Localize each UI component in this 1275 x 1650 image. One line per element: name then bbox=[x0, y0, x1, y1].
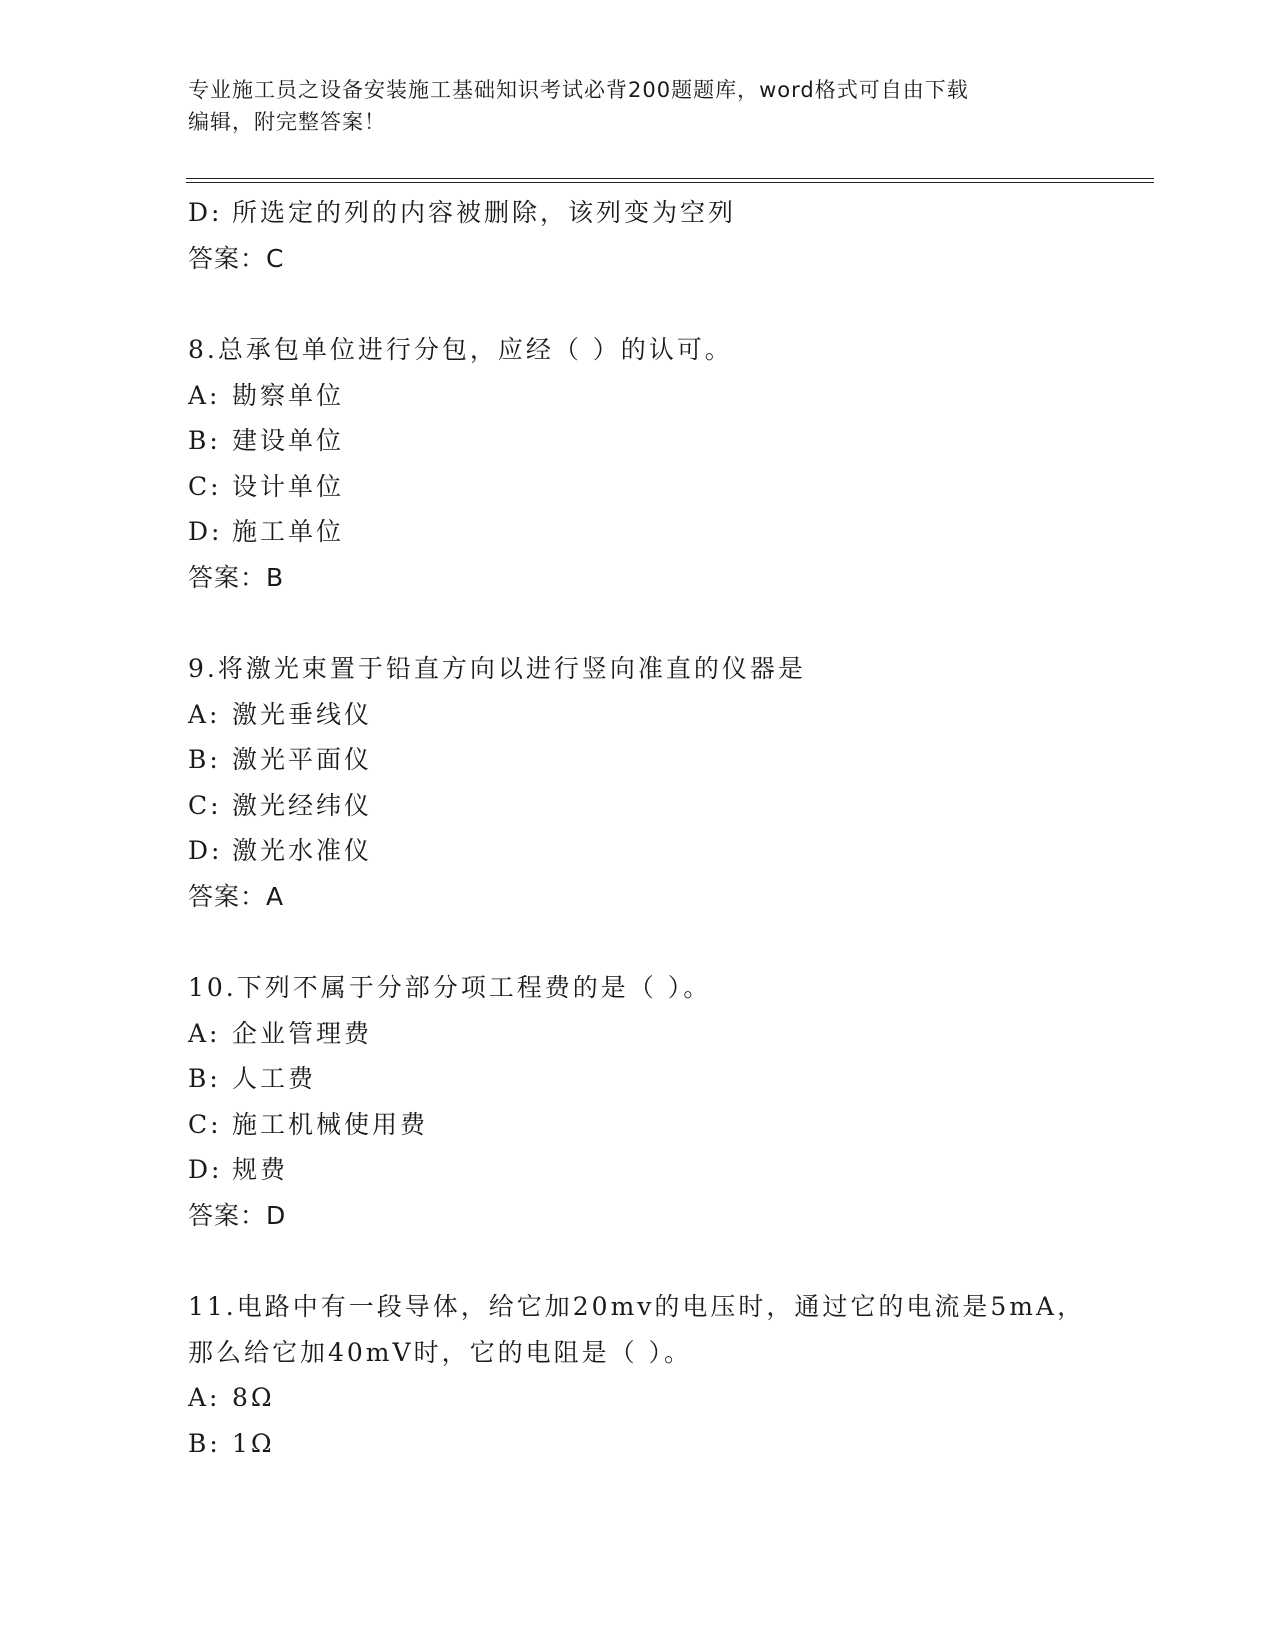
option-label: A: bbox=[188, 380, 221, 410]
option-text: 施工机械使用费 bbox=[232, 1109, 429, 1139]
option-text: 人工费 bbox=[232, 1064, 317, 1093]
option-text: 激光经纬仪 bbox=[232, 790, 373, 820]
option-text: 建设单位 bbox=[232, 426, 345, 455]
question-stem: 9.将激光束置于铅直方向以进行竖向准直的仪器是 bbox=[188, 654, 806, 683]
option-a bbox=[188, 1375, 1088, 1421]
option-label: D: bbox=[188, 517, 223, 546]
option-label: D: bbox=[188, 198, 223, 227]
option-label: A: bbox=[188, 1383, 221, 1412]
option-a bbox=[188, 373, 1088, 419]
option-a bbox=[188, 692, 1088, 738]
question-block bbox=[188, 646, 1088, 919]
spacer bbox=[188, 1238, 1088, 1284]
answer-line: 答案：C bbox=[188, 243, 285, 273]
answer-line: 答案：D bbox=[188, 1200, 287, 1230]
option-b bbox=[188, 418, 1088, 464]
header-divider-top bbox=[186, 178, 1154, 179]
option-label: D: bbox=[188, 836, 223, 865]
question-stem-line-1: 11.电路中有一段导体，给它加20mv的电压时，通过它的电流是5mA， bbox=[188, 1292, 1086, 1321]
answer-line: 答案：B bbox=[188, 562, 285, 592]
question-block bbox=[188, 965, 1088, 1238]
option-a bbox=[188, 1011, 1088, 1057]
document-body bbox=[188, 190, 1088, 1466]
header-line-1: 专业施工员之设备安装施工基础知识考试必背200题题库，word格式可自由下载 bbox=[188, 78, 969, 102]
option-text: 1Ω bbox=[232, 1428, 275, 1458]
option-c bbox=[188, 1102, 1088, 1148]
option-label: A: bbox=[188, 699, 221, 729]
option-b bbox=[188, 737, 1088, 783]
document-header bbox=[188, 74, 1088, 138]
option-label: B: bbox=[188, 1428, 221, 1458]
option-label: C: bbox=[188, 471, 222, 501]
option-label: C: bbox=[188, 790, 222, 820]
option-label: B: bbox=[188, 426, 221, 455]
question-stem: 10.下列不属于分部分项工程费的是（ ）。 bbox=[188, 973, 712, 1002]
option-text: 激光平面仪 bbox=[232, 745, 373, 774]
option-label: D: bbox=[188, 1155, 223, 1184]
option-text: 8Ω bbox=[232, 1383, 275, 1412]
question-block bbox=[188, 327, 1088, 600]
option-d bbox=[188, 828, 1088, 874]
question-block bbox=[188, 1284, 1088, 1466]
option-text: 施工单位 bbox=[232, 517, 345, 546]
header-line-2: 编辑，附完整答案！ bbox=[188, 110, 386, 134]
option-c bbox=[188, 783, 1088, 829]
option-label: C: bbox=[188, 1109, 222, 1139]
option-label: A: bbox=[188, 1018, 221, 1048]
option-d bbox=[188, 509, 1088, 555]
option-text: 勘察单位 bbox=[232, 380, 345, 410]
spacer bbox=[188, 919, 1088, 965]
option-text: 设计单位 bbox=[232, 471, 345, 501]
option-text: 激光垂线仪 bbox=[232, 699, 373, 729]
question-stem-line-2: 那么给它加40mV时，它的电阻是（ ）。 bbox=[188, 1337, 693, 1367]
option-text: 激光水准仪 bbox=[232, 836, 373, 865]
option-label: B: bbox=[188, 1064, 221, 1093]
option-text: 所选定的列的内容被删除，该列变为空列 bbox=[232, 198, 737, 227]
option-label: B: bbox=[188, 745, 221, 774]
option-text: 企业管理费 bbox=[232, 1018, 373, 1048]
answer-line: 答案：A bbox=[188, 881, 285, 911]
spacer bbox=[188, 600, 1088, 646]
option-d bbox=[188, 1147, 1088, 1193]
option-b bbox=[188, 1056, 1088, 1102]
question-stem: 8.总承包单位进行分包，应经（ ）的认可。 bbox=[188, 335, 733, 364]
option-c bbox=[188, 464, 1088, 510]
option-text: 规费 bbox=[232, 1155, 289, 1184]
option-d bbox=[188, 190, 1088, 236]
spacer bbox=[188, 281, 1088, 327]
option-b bbox=[188, 1421, 1088, 1467]
header-divider-bottom bbox=[186, 182, 1154, 183]
